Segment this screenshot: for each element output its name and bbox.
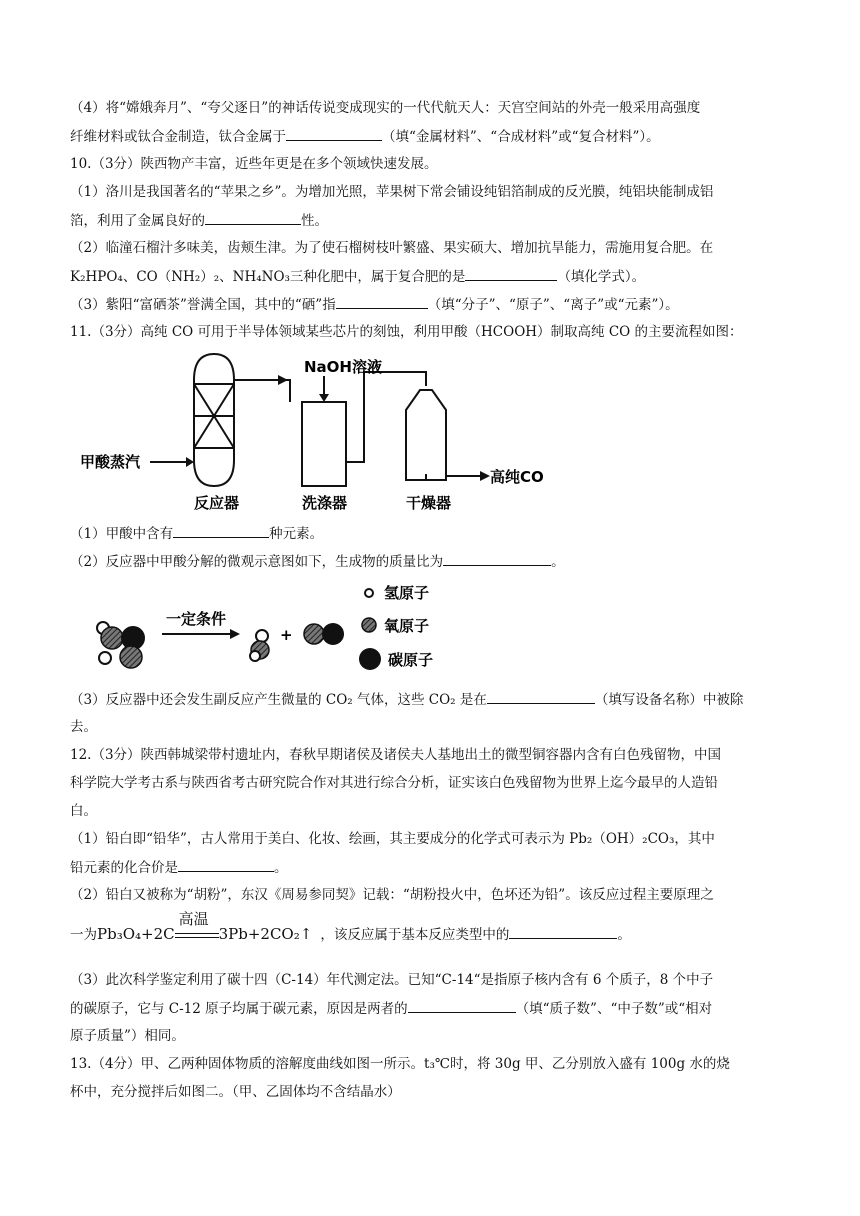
text-line: （3）此次科学鉴定利用了碳十四（C-14）年代测定法。已知“C-14“是指原子核内含有 6 个质子，8 个中子 (70, 972, 714, 988)
legend-oxygen: 氧原子 (384, 617, 430, 635)
answer-blank[interactable] (487, 689, 595, 704)
plus-sign: + (280, 626, 293, 644)
text-line: 的碳原子，它与 C-12 原子均属于碳元素，原因是两者的 （填“质子数”、“中子数”或“相对 (70, 998, 712, 1019)
text-line: （1）洛川是我国著名的“苹果之乡”。为增加光照，苹果树下常会铺设纯铝箔制成的反光膜，纯铝块能制成铝 (70, 184, 714, 200)
hydrogen-atom (250, 651, 260, 661)
equation-reactants: Pb₃O₄+2C (97, 925, 175, 943)
text-line: K₂HPO₄、CO（NH₂）₂、NH₄NO₃三种化肥中，属于复合肥的是 （填化学式）。 (70, 266, 645, 287)
equation-arrow (175, 909, 219, 943)
text-line: （1）甲酸中含有 种元素。 (70, 523, 323, 544)
micro-reaction-diagram (90, 576, 460, 686)
equation-line: 一为Pb₃O₄+2C 高温 3Pb+2CO₂↑ ，该反应属于基本反应类型中的 。 (70, 909, 631, 943)
dryer-label: 干燥器 (406, 494, 452, 512)
question-13-title: 13.（4分）甲、乙两种固体物质的溶解度曲线如图一所示。t₃℃时，将 30g 甲、乙分别放入盛有 100g 水的烧 (70, 1056, 730, 1072)
text-line: 去。 (70, 719, 97, 735)
answer-blank[interactable] (443, 551, 551, 566)
oxygen-atom (120, 646, 142, 668)
dryer-vessel (406, 390, 446, 480)
output-label: 高纯CO (490, 468, 544, 486)
text-line: （2）反应器中甲酸分解的微观示意图如下，生成物的质量比为 。 (70, 551, 565, 572)
text-line: （2）临潼石榴汁多味美，齿颊生津。为了使石榴树枝叶繁盛、果实硕大、增加抗旱能力，需施用复合肥。在 (70, 240, 714, 256)
answer-blank[interactable] (173, 523, 269, 538)
answer-blank[interactable] (205, 210, 301, 225)
hydrogen-atom (99, 652, 111, 664)
question-10-title: 10.（3分）陕西物产丰富，近些年更是在多个领域快速发展。 (70, 156, 438, 172)
text-line: 箔，利用了金属良好的 性。 (70, 210, 328, 231)
hydrogen-legend-icon (365, 589, 373, 597)
text-line: （4）将“嫦娥奔月”、“夸父逐日”的神话传说变成现实的一代代航天人：天宫空间站的外壳一般采用高强度 (70, 100, 701, 116)
legend-carbon: 碳原子 (388, 651, 434, 669)
text-line: （3）反应器中还会发生副反应产生微量的 CO₂ 气体，这些 CO₂ 是在 （填写设备名称）中被除 (70, 689, 743, 710)
equation-condition: 高温 (178, 909, 209, 928)
question-12-title: 12.（3分）陕西韩城梁带村遗址内，春秋早期诸侯及诸侯夫人基地出土的微型铜容器内含有白色残留物，中国 (70, 747, 722, 763)
answer-blank[interactable] (336, 294, 428, 309)
text-line: 白。 (70, 803, 97, 819)
oxygen-atom (101, 627, 123, 649)
oxygen-legend-icon (362, 618, 376, 632)
text-line: （1）铅白即“铅华”，古人常用于美白、化妆、绘画，其主要成分的化学式可表示为 Pb₂（OH）₂CO₃，其中 (70, 831, 715, 847)
answer-blank[interactable] (178, 857, 274, 872)
answer-blank[interactable] (509, 924, 617, 939)
answer-blank[interactable] (465, 266, 557, 281)
answer-blank[interactable] (408, 998, 516, 1013)
carbon-legend-icon (359, 648, 381, 670)
input-label: 甲酸蒸汽 (80, 453, 141, 471)
reactor-label: 反应器 (194, 494, 240, 512)
equation-products: 3Pb+2CO₂↑ (218, 925, 313, 943)
washer-vessel (302, 402, 346, 486)
hydrogen-atom (256, 630, 268, 642)
washer-label: 洗涤器 (302, 494, 348, 512)
text-line: （2）铅白又被称为“胡粉”，东汉《周易参同契》记载：“胡粉投火中，色坏还为铅”。该反应过程主要原理之 (70, 887, 714, 903)
text-line: 科学院大学考古系与陕西省考古研究院合作对其进行综合分析，证实该白色残留物为世界上迄今最早的人造铅 (70, 775, 718, 791)
oxygen-atom (304, 624, 324, 644)
legend-hydrogen: 氢原子 (384, 584, 430, 602)
process-flow-diagram (80, 350, 580, 520)
question-11-title: 11.（3分）高纯 CO 可用于半导体领域某些芯片的刻蚀，利用甲酸（HCOOH）制取高纯 CO 的主要流程如图： (70, 324, 743, 340)
text-line: 杯中，充分搅拌后如图二。（甲、乙固体均不含结晶水） (70, 1084, 401, 1100)
text-line: 纤维材料或钛合金制造，钛合金属于 （填“金属材料”、“合成材料”或“复合材料”）。 (70, 126, 660, 147)
reactor-vessel (194, 354, 234, 486)
text-line: （3）紫阳“富硒茶”誉满全国，其中的“硒”指 （填“分子”、“原子”、“离子”或“元素”）。 (70, 294, 679, 315)
text-line: 原子质量”）相同。 (70, 1028, 185, 1044)
text-line: 铅元素的化合价是 。 (70, 857, 288, 878)
answer-blank[interactable] (286, 126, 382, 141)
condition-label: 一定条件 (166, 610, 227, 628)
carbon-atom (322, 623, 344, 645)
naoh-label: NaOH溶液 (304, 358, 382, 376)
